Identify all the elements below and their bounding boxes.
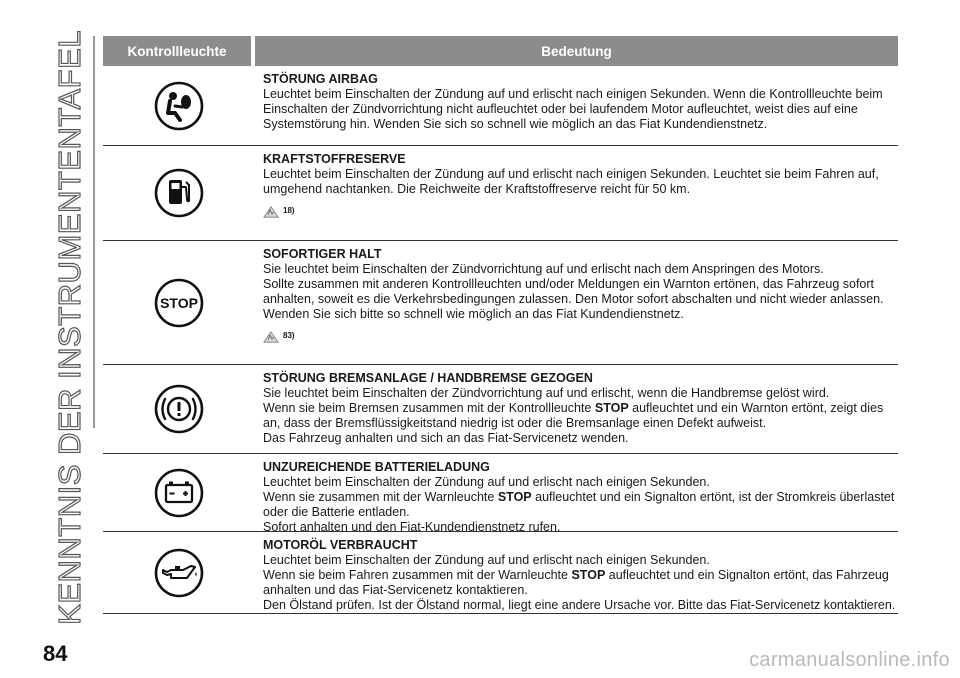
description-line: Sie leuchtet beim Einschalten der Zündvorrichtung auf und erlischt nach dem Anspringen des Motors. — [263, 262, 824, 276]
row-title: STÖRUNG BREMSANLAGE / HANDBREMSE GEZOGEN — [263, 371, 593, 385]
row-title: KRAFTSTOFFRESERVE — [263, 152, 406, 166]
side-divider — [93, 36, 95, 428]
airbag-warning-icon — [153, 80, 205, 132]
warning-triangle-icon — [263, 331, 279, 343]
warning-triangle-icon — [263, 206, 279, 218]
description-line: Leuchtet beim Einschalten der Zündung auf und erlischt nach einigen Sekunden. — [263, 553, 710, 567]
header-icon-column: Kontrollleuchte — [103, 36, 251, 66]
description-line: Leuchtet beim Einschalten der Zündung auf und erlischt nach einigen Sekunden. Wenn die Kontrollleuchte beim Einschalten der Zündvorrichtung nicht aufleuchtet oder bei laufendem Motor aufleuchtet, weist dies auf eine Systemstörung hin. Wenden Sie sich so schnell wie möglich an das Fiat Kundendienstnetz. — [263, 87, 883, 131]
table-row — [103, 365, 898, 454]
table-row — [103, 454, 898, 532]
stop-reference: STOP — [571, 568, 606, 582]
row-description — [263, 262, 898, 322]
warning-light-cell — [103, 365, 255, 453]
description-line: Das Fahrzeug anhalten und sich an das Fiat-Servicenetz wenden. — [263, 431, 629, 445]
reference-number: 18) — [283, 206, 295, 215]
header-meaning-column: Bedeutung — [255, 36, 898, 66]
warning-reference — [263, 328, 898, 343]
meaning-cell — [255, 365, 898, 453]
brake-warning-icon — [153, 383, 205, 435]
warning-light-cell — [103, 66, 255, 145]
page-number: 84 — [43, 641, 68, 666]
warning-light-cell — [103, 532, 255, 613]
description-line: Wenn sie beim Fahren zusammen mit der Warnleuchte STOP aufleuchtet und ein Signalton ertönt, das Fahrzeug anhalten und das Fiat-Servicenetz kontaktieren. — [263, 568, 889, 597]
description-line: Sofort anhalten und den Fiat-Kundendienstnetz rufen. — [263, 520, 561, 534]
row-description — [263, 167, 898, 197]
meaning-cell — [255, 241, 898, 364]
description-line: Leuchtet beim Einschalten der Zündung auf und erlischt nach einigen Sekunden. — [263, 475, 710, 489]
warning-light-cell — [103, 146, 255, 240]
description-line: Sollte zusammen mit anderen Kontrollleuchten und/oder Meldungen ein Warnton ertönen, das Fahrzeug sofort anhalten, soweit es die Verkehrsbedingungen zulassen. Den Motor sofort abschalten und nicht wieder anlassen. Wenden Sie sich bitte so schnell wie möglich an das Fiat Kundendienstnetz. — [263, 277, 884, 321]
side-chapter-title — [52, 30, 88, 625]
warning-lights-table — [103, 36, 898, 614]
stop-reference: STOP — [594, 401, 629, 415]
warning-reference — [263, 203, 898, 218]
warning-light-cell — [103, 454, 255, 531]
table-row — [103, 146, 898, 241]
fuel-pump-icon — [153, 167, 205, 219]
row-description — [263, 386, 898, 446]
stop-icon — [153, 277, 205, 329]
warning-light-cell — [103, 241, 255, 364]
svg-text:STOP: STOP — [160, 294, 198, 311]
table-row — [103, 66, 898, 146]
row-description — [263, 475, 898, 535]
meaning-cell — [255, 146, 898, 240]
side-chapter-title-text: KENNTNIS DER INSTRUMENTENTAFEL — [52, 30, 87, 625]
description-line: Wenn sie beim Bremsen zusammen mit der Kontrollleuchte STOP aufleuchtet und ein Warnton ertönt, zeigt dies an, dass der Bremsflüssigkeitstand niedrig ist oder die Bremsanlage einen Defekt aufweist. — [263, 401, 884, 430]
row-title: UNZUREICHENDE BATTERIELADUNG — [263, 460, 490, 474]
description-line: Wenn sie zusammen mit der Warnleuchte STOP aufleuchtet und ein Signalton ertönt, ist der Stromkreis überlastet oder die Batterie entladen. — [263, 490, 895, 519]
row-title: SOFORTIGER HALT — [263, 247, 382, 261]
table-header — [103, 36, 898, 66]
description-line: Leuchtet beim Einschalten der Zündung auf und erlischt nach einigen Sekunden. Leuchtet sie beim Fahren auf, umgehend nachtanken. Die Reichweite der Kraftstoffreserve reicht für 50 km. — [263, 167, 879, 196]
description-line: Sie leuchtet beim Einschalten der Zündvorrichtung auf und erlischt, wenn die Handbremse gelöst wird. — [263, 386, 830, 400]
table-row — [103, 241, 898, 365]
row-title: STÖRUNG AIRBAG — [263, 72, 378, 86]
battery-icon — [153, 467, 205, 519]
table-row — [103, 532, 898, 614]
oil-can-icon — [153, 547, 205, 599]
row-title: MOTORÖL VERBRAUCHT — [263, 538, 418, 552]
table-body — [103, 66, 898, 614]
row-description — [263, 553, 898, 613]
description-line: Den Ölstand prüfen. Ist der Ölstand normal, liegt eine andere Ursache vor. Bitte das Fiat-Servicenetz kontaktieren. — [263, 598, 896, 612]
row-description — [263, 87, 898, 132]
meaning-cell — [255, 454, 898, 534]
meaning-cell — [255, 532, 898, 613]
watermark: carmanualsonline.info — [749, 649, 950, 671]
meaning-cell — [255, 66, 898, 145]
reference-number: 83) — [283, 331, 295, 340]
stop-reference: STOP — [497, 490, 532, 504]
